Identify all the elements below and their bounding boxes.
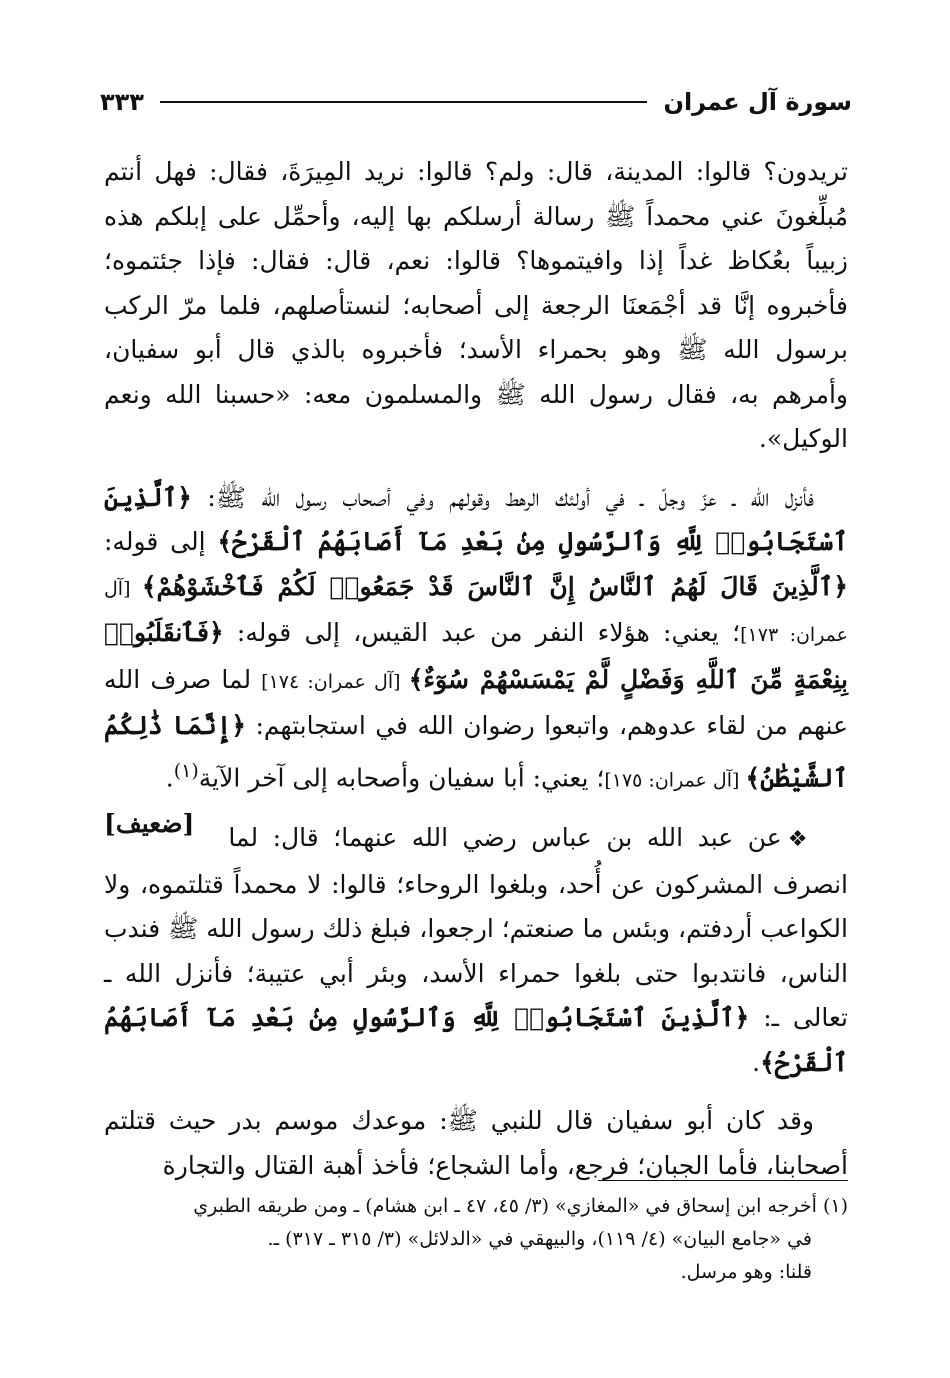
paragraph-3 [104, 816, 848, 1085]
paragraph-4: وقد كان أبو سفيان قال للنبي ﷺ: موعدك موسم بدر حيث قتلتم أصحابنا، فأما الجبان؛ فرجع، وأما الشجاع؛ فأخذ أهبة القتال والتجارة [104, 1106, 848, 1180]
page-number: ٣٣٣ [100, 88, 144, 116]
hadith-grade: [ضعيف] [104, 809, 195, 839]
text-segment: ؛ يعني: هؤلاء النفر من عبد القيس، إلى قوله: [223, 618, 741, 647]
text-segment: فأنزل الله ـ عزّ وجلّ ـ في أولئك الرهط وقولهم وفي أصحاب رسول الله ﷺ: [191, 482, 814, 512]
text-segment: عن عبد الله بن عباس رضي الله عنهما؛ قال: لما انصرف المشركون عن أُحد، وبلغوا الروحاء؛ قالوا: لا محمداً قتلتموه، ولا الكواعب أردفتم، وبئس ما صنعتم؛ ارجعوا، فبلغ ذلك رسول الله ﷺ فندب الناس، فانتدبوا حتى بلغوا حمراء الأسد، وبئر أبي عتيبة؛ فأنزل الله ـ تعالى ـ: [104, 823, 848, 1033]
text-segment: لما صرف الله عنهم من لقاء عدوهم، واتبعوا رضوان الله في استجابتهم: [104, 664, 848, 740]
quran-verse: ﴿ٱلَّذِينَ ٱسْتَجَابُوا۟ لِلَّهِ وَٱلرَّسُولِ مِنۢ بَعْدِ مَآ أَصَابَهُمُ ٱلْقَرْحُ﴾ [104, 1003, 848, 1077]
quran-verse: ﴿ٱلَّذِينَ ٱسْتَجَابُوا۟ لِلَّهِ وَٱلرَّسُولِ مِنۢ بَعْدِ مَآ أَصَابَهُمُ ٱلْقَرْحُ﴾ [104, 482, 848, 556]
quran-verse: ﴿فَٱنقَلَبُوا۟ بِنِعْمَةٍ مِّنَ ٱللَّهِ وَفَضْلٍ لَّمْ يَمْسَسْهُمْ سُوٓءٌ﴾ [104, 618, 848, 694]
header-rule [160, 101, 648, 103]
paragraph-1: تريدون؟ قالوا: المدينة، قال: ولم؟ قالوا: نريد المِيرَةَ، فقال: فهل أنتم مُبلِّغونَ عني محمداً ﷺ رسالة أرسلكم بها إليه، وأحمِّل على إبلكم هذه زبيباً بعُكاظ غداً إذا وافيتموها؟ قالوا: نعم، قال: فقال: فإذا جئتموه؛ فأخبروه إنَّا قد أجْمَعنَا الرجعة إلى أصحابه؛ لنستأصلهم، فلما مرّ الركب برسول الله ﷺ وهو بحمراء الأسد؛ فأخبروه بالذي قال أبو سفيان، وأمرهم به، فقال رسول الله ﷺ والمسلمون معه: «حسبنا الله ونعم الوكيل». [104, 157, 848, 453]
verse-reference: [آل عمران: ١٧٣] [104, 577, 849, 646]
verse-reference: [آل عمران: ١٧٥] [604, 768, 746, 791]
main-text [104, 150, 848, 1202]
footnote-1: (١) أخرجه ابن إسحاق في «المغازي» (٣/ ٤٥، ٤٧ ـ ابن هشام) ـ ومن طريقه الطبري [193, 1195, 848, 1217]
diamond-icon: ❖ [787, 827, 814, 853]
text-segment: ؛ يعني: أبا سفيان وأصحابه إلى آخر الآية [198, 762, 605, 792]
page-header [100, 82, 852, 122]
text-segment: . [752, 1047, 761, 1077]
footnote-1-note: قلنا: وهو مرسل. [680, 1261, 812, 1283]
footnotes [104, 1190, 848, 1289]
footnote-marker[interactable]: (١) [173, 759, 199, 782]
running-title: سورة آل عمران [663, 88, 852, 116]
footnote-separator [598, 1180, 848, 1181]
paragraph-2 [104, 476, 849, 839]
verse-reference: [آل عمران: ١٧٤] [261, 670, 409, 693]
quran-verse: ﴿إِنَّمَا ذَٰلِكُمُ ٱلشَّيْطَٰنُ﴾ [104, 711, 848, 792]
quran-verse: ﴿ٱلَّذِينَ قَالَ لَهُمُ ٱلنَّاسُ إِنَّ ٱلنَّاسَ قَدْ جَمَعُوا۟ لَكُمْ فَٱخْشَوْهُمْ﴾ [141, 571, 849, 601]
text-segment: . [165, 762, 174, 792]
footnote-1-continued: في «جامع البيان» (٤/ ١١٩)، والبيهقي في «الدلائل» (٣/ ٣١٥ ـ ٣١٧) ـ. [267, 1228, 812, 1250]
text-segment: إلى قوله: [104, 527, 218, 556]
